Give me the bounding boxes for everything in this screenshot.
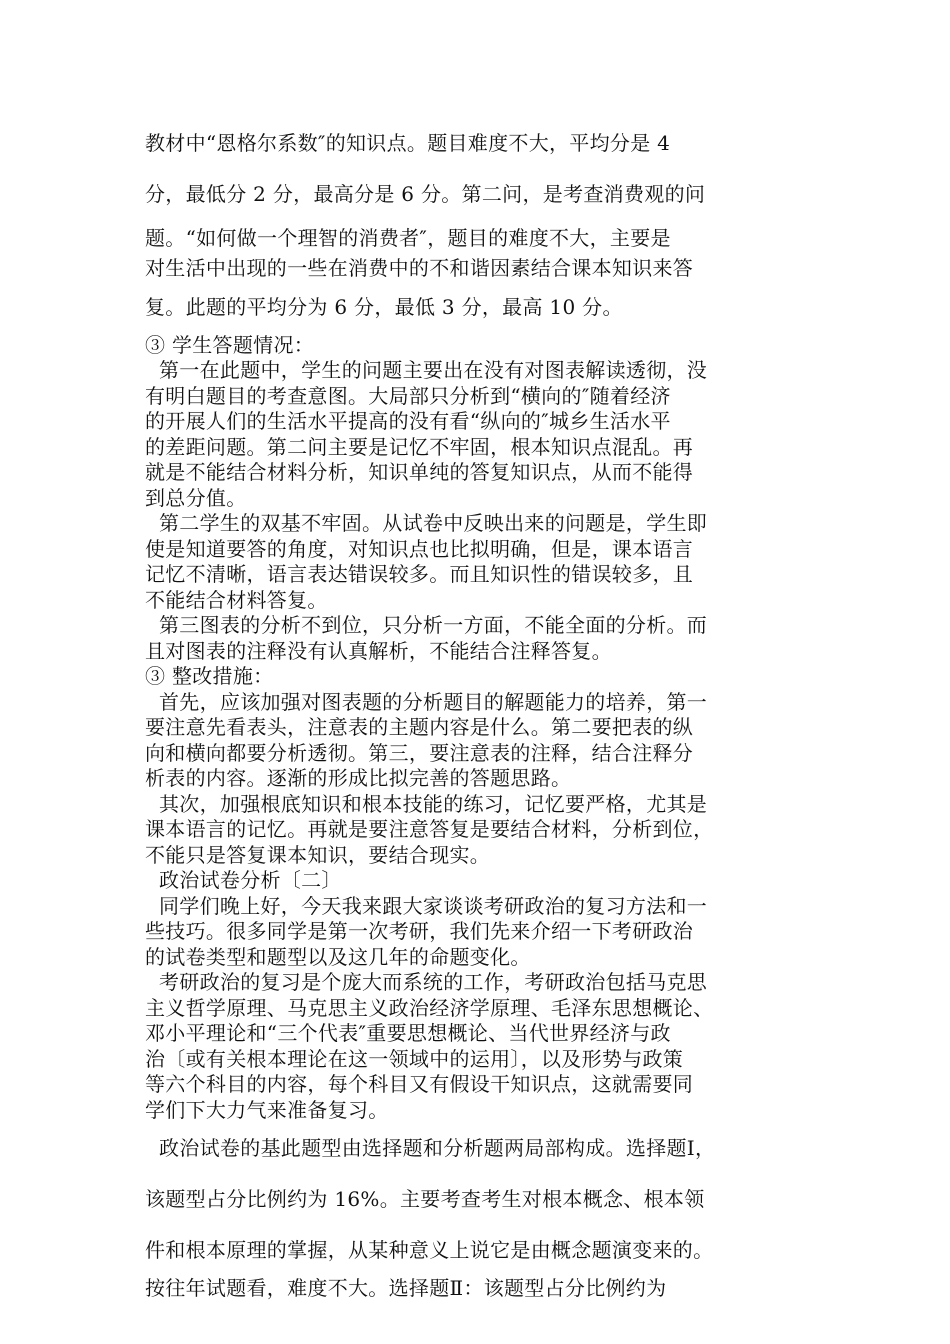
text-line: 要注意先看表头，注意表的主题内容是什么。第二要把表的纵 bbox=[145, 715, 694, 739]
text-line: 记忆不清晰，语言表达错误较多。而且知识性的错误较多，且 bbox=[145, 562, 694, 586]
section-heading: ③ 学生答题情况： bbox=[145, 332, 315, 357]
text-line: 治〔或有关根本理论在这一领域中的运用〕，以及形势与政策 bbox=[145, 1046, 684, 1071]
text-line: 教材中“恩格尔系数″的知识点。题目难度不大，平均分是 4 bbox=[145, 131, 671, 155]
text-line: 到总分值。 bbox=[145, 485, 247, 510]
text-line: 主义哲学原理、马克思主义政治经济学原理、毛泽东思想概论、 bbox=[145, 995, 714, 1020]
text-line: 题。“如何做一个理智的消费者″，题目的难度不大，主要是 bbox=[145, 226, 671, 250]
text-line: 政治试卷的基此题型由选择题和分析题两局部构成。选择题Ⅰ， bbox=[159, 1136, 716, 1160]
text-line: 使是知道要答的角度，对知识点也比拟明确，但是，课本语言 bbox=[145, 536, 694, 561]
text-line: 考研政治的复习是个庞大而系统的工作，考研政治包括马克思 bbox=[159, 970, 708, 994]
text-line: 邓小平理论和“三个代表″重要思想概论、当代世界经济与政 bbox=[145, 1021, 671, 1045]
text-line: 的试卷类型和题型以及这几年的命题变化。 bbox=[145, 944, 531, 969]
text-line: 首先，应该加强对图表题的分析题目的解题能力的培养，第一 bbox=[159, 689, 708, 714]
text-line: 对生活中出现的一些在消费中的不和谐因素结合课本知识来答 bbox=[145, 256, 694, 280]
text-line: 的差距问题。第二问主要是记忆不牢固，根本知识点混乱。再 bbox=[145, 434, 694, 459]
document-body bbox=[145, 118, 813, 1302]
text-line: 不能只是答复课本知识，要结合现实。 bbox=[145, 842, 491, 867]
text-line: 就是不能结合材料分析，知识单纯的答复知识点，从而不能得 bbox=[145, 460, 694, 484]
document-subtitle: 政治试卷分析〔二〕 bbox=[159, 868, 342, 892]
text-line: 其次，加强根底知识和根本技能的练习，记忆要严格，尤其是 bbox=[159, 791, 708, 816]
text-line: 按往年试题看，难度不大。选择题Ⅱ：该题型占分比例约为 bbox=[145, 1276, 667, 1300]
text-line: 向和横向都要分析透彻。第三，要注意表的注释，结合注释分 bbox=[145, 740, 694, 765]
text-line: 该题型占分比例约为 16%。主要考查考生对根本概念、根本领 bbox=[145, 1187, 705, 1211]
text-line: 些技巧。很多同学是第一次考研，我们先来介绍一下考研政治 bbox=[145, 919, 694, 943]
text-line: 分，最低分 2 分，最高分是 6 分。第二问，是考查消费观的问 bbox=[145, 182, 706, 206]
text-line: 第一在此题中，学生的问题主要出在没有对图表解读透彻，没 bbox=[159, 358, 708, 382]
section-heading: ③ 整改措施： bbox=[145, 664, 274, 688]
text-line: 件和根本原理的掌握，从某种意义上说它是由概念题演变来的。 bbox=[145, 1238, 714, 1262]
text-line: 析表的内容。逐渐的形成比拟完善的答题思路。 bbox=[145, 766, 572, 790]
text-line: 课本语言的记忆。再就是要注意答复是要结合材料，分析到位， bbox=[145, 817, 714, 841]
text-line: 的开展人们的生活水平提高的没有看“纵向的″城乡生活水平 bbox=[145, 409, 671, 433]
text-line: 不能结合材料答复。 bbox=[145, 587, 328, 612]
text-line: 第三图表的分析不到位，只分析一方面，不能全面的分析。而 bbox=[159, 613, 708, 637]
text-line: 同学们晚上好，今天我来跟大家谈谈考研政治的复习方法和一 bbox=[159, 893, 708, 918]
text-line: 且对图表的注释没有认真解析，不能结合注释答复。 bbox=[145, 638, 612, 663]
text-line: 复。此题的平均分为 6 分，最低 3 分，最高 10 分。 bbox=[145, 294, 623, 319]
text-line: 等六个科目的内容，每个科目又有假设干知识点，这就需要同 bbox=[145, 1072, 694, 1096]
text-line: 有明白题目的考查意图。大局部只分析到“横向的″随着经济 bbox=[145, 383, 671, 408]
text-line: 学们下大力气来准备复习。 bbox=[145, 1097, 389, 1122]
text-line: 第二学生的双基不牢固。从试卷中反映出来的问题是，学生即 bbox=[159, 511, 708, 535]
